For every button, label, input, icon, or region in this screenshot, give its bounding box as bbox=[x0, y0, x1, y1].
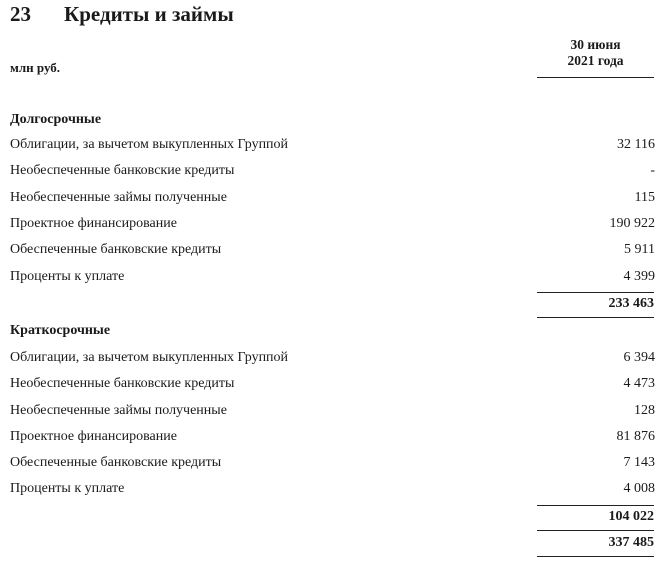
section-short-term-label: Краткосрочные bbox=[10, 323, 111, 338]
row-value: 4 399 bbox=[623, 269, 655, 284]
table-row bbox=[10, 429, 655, 449]
subtotal-rule-top bbox=[537, 505, 654, 506]
row-label: Необеспеченные займы полученные bbox=[10, 190, 227, 205]
table-row bbox=[10, 269, 655, 289]
table-row bbox=[10, 242, 655, 262]
row-label: Обеспеченные банковские кредиты bbox=[10, 455, 222, 470]
table-row bbox=[10, 481, 655, 501]
subtotal-rule-top bbox=[537, 292, 654, 293]
row-value: 4 473 bbox=[623, 376, 655, 391]
row-label: Проектное финансирование bbox=[10, 429, 177, 444]
grand-total: 337 485 bbox=[608, 535, 654, 550]
subtotal-rule-bottom bbox=[537, 317, 654, 318]
column-header-date: 30 июня bbox=[570, 37, 621, 52]
column-header-year: 2021 года bbox=[567, 53, 624, 68]
row-value: 128 bbox=[634, 403, 655, 418]
row-value: 4 008 bbox=[623, 481, 655, 496]
row-label: Облигации, за вычетом выкупленных Группой bbox=[10, 137, 289, 152]
table-row bbox=[10, 403, 655, 423]
row-value: 115 bbox=[634, 190, 655, 205]
row-value: 81 876 bbox=[616, 429, 655, 444]
note-title-text: Кредиты и займы bbox=[64, 2, 234, 26]
long-term-total: 233 463 bbox=[608, 296, 654, 311]
row-value: 32 116 bbox=[617, 137, 655, 152]
row-value: 6 394 bbox=[623, 350, 655, 365]
row-value: 5 911 bbox=[624, 242, 655, 257]
table-row bbox=[10, 137, 655, 157]
row-label: Проектное финансирование bbox=[10, 216, 177, 231]
section-long-term-label: Долгосрочные bbox=[10, 112, 102, 127]
row-value: - bbox=[650, 163, 655, 178]
note-title bbox=[10, 2, 234, 27]
row-label: Проценты к уплате bbox=[10, 269, 125, 284]
row-label: Обеспеченные банковские кредиты bbox=[10, 242, 222, 257]
grand-total-rule-top bbox=[537, 530, 654, 531]
table-row bbox=[10, 216, 655, 236]
table-row bbox=[10, 350, 655, 370]
note-number: 23 bbox=[10, 2, 31, 26]
header-underline bbox=[537, 77, 654, 78]
grand-total-rule-bottom bbox=[537, 556, 654, 557]
row-label: Облигации, за вычетом выкупленных Группой bbox=[10, 350, 289, 365]
row-label: Необеспеченные банковские кредиты bbox=[10, 163, 235, 178]
table-row bbox=[10, 163, 655, 183]
row-label: Проценты к уплате bbox=[10, 481, 125, 496]
short-term-total: 104 022 bbox=[608, 509, 654, 524]
row-value: 7 143 bbox=[623, 455, 655, 470]
row-label: Необеспеченные займы полученные bbox=[10, 403, 227, 418]
row-label: Необеспеченные банковские кредиты bbox=[10, 376, 235, 391]
column-header bbox=[537, 37, 654, 69]
row-value: 190 922 bbox=[609, 216, 655, 231]
table-row bbox=[10, 376, 655, 396]
table-row bbox=[10, 190, 655, 210]
unit-label: млн руб. bbox=[10, 60, 61, 75]
table-row bbox=[10, 455, 655, 475]
